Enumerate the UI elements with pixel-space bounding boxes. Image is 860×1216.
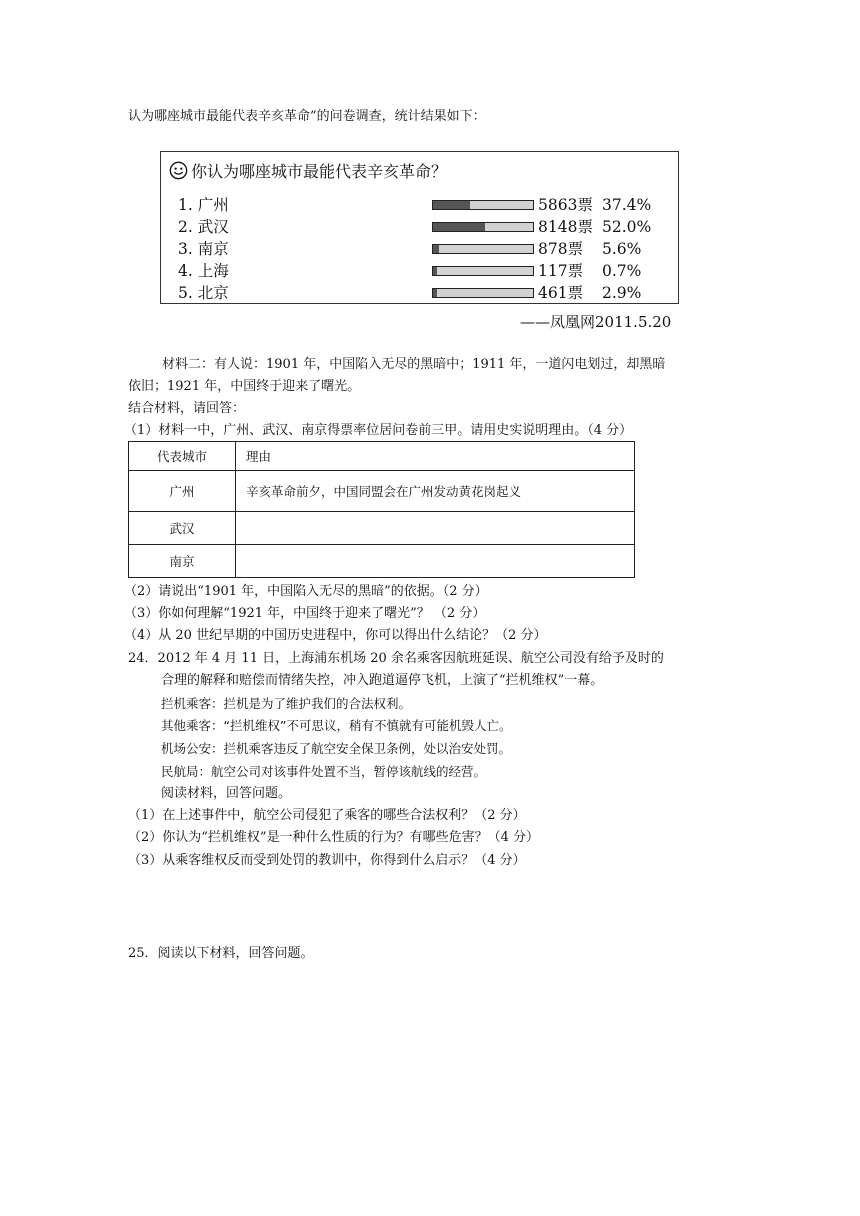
poll-votes: 461票 — [538, 284, 584, 302]
poll-bar — [432, 288, 534, 298]
item24-question-2: （2）你认为“拦机维权”是一种什么性质的行为？有哪些危害？（4 分） — [128, 830, 539, 845]
poll-row — [161, 238, 678, 260]
item24-question-3: （3）从乘客维权反而受到处罚的教训中，你得到什么启示？（4 分） — [128, 853, 526, 868]
poll-city: 2. 武汉 — [178, 218, 229, 236]
poll-row — [161, 282, 678, 304]
table-row — [129, 512, 635, 545]
poll-bar — [432, 200, 534, 210]
city-cell: 南京 — [129, 545, 236, 578]
item24-view: 拦机乘客：拦机是为了维护我们的合法权利。 — [161, 696, 412, 711]
poll-bar-fill — [433, 201, 470, 209]
item24-read: 阅读材料，回答问题。 — [161, 786, 292, 801]
poll-bar — [432, 244, 534, 254]
poll-bar — [432, 266, 534, 276]
poll-bar-fill — [433, 245, 439, 253]
city-cell: 武汉 — [129, 512, 236, 545]
poll-bar-fill — [433, 267, 437, 275]
question-4: （4）从 20 世纪早期的中国历史进程中，你可以得出什么结论？（2 分） — [124, 628, 547, 643]
question-1: （1）材料一中，广州、武汉、南京得票率位居问卷前三甲。请用史实说明理由。（4 分） — [124, 423, 633, 438]
poll-row — [161, 194, 678, 216]
item24-view: 机场公安：拦机乘客违反了航空安全保卫条例，处以治安处罚。 — [161, 741, 512, 756]
question-3: （3）你如何理解“1921 年，中国终于迎来了曙光”？ （2 分） — [124, 606, 486, 621]
item24-question-1: （1）在上述事件中，航空公司侵犯了乘客的哪些合法权利？（2 分） — [128, 808, 526, 823]
header-reason: 理由 — [236, 442, 635, 471]
item24-line2: 合理的解释和赔偿而情绪失控，冲入跑道逼停飞机，上演了“拦机维权”一幕。 — [161, 673, 604, 688]
poll-votes: 878票 — [538, 240, 584, 258]
table-header-row — [129, 442, 635, 471]
smiley-icon — [169, 161, 188, 180]
material2-line2: 依旧；1921 年，中国终于迎来了曙光。 — [128, 379, 361, 394]
poll-votes: 8148票 — [538, 218, 593, 236]
poll-source: ——凤凰网2011.5.20 — [520, 313, 672, 331]
reason-cell: 辛亥革命前夕，中国同盟会在广州发动黄花岗起义 — [236, 471, 635, 512]
question-2: （2）请说出“1901 年，中国陷入无尽的黑暗”的依据。（2 分） — [124, 584, 488, 599]
poll-question: 你认为哪座城市最能代表辛亥革命？ — [191, 162, 448, 181]
table-row — [129, 471, 635, 512]
instruction: 结合材料，请回答： — [128, 401, 246, 416]
item24-view: 民航局：航空公司对该事件处置不当，暂停该航线的经营。 — [161, 764, 487, 779]
poll-city: 4. 上海 — [178, 262, 229, 280]
city-cell: 广州 — [129, 471, 236, 512]
reason-cell[interactable] — [236, 512, 635, 545]
poll-percent: 52.0% — [602, 218, 652, 236]
reason-cell[interactable] — [236, 545, 635, 578]
poll-bar-fill — [433, 223, 485, 231]
table-row — [129, 545, 635, 578]
poll-city: 1. 广州 — [178, 196, 229, 214]
poll-city: 3. 南京 — [178, 240, 229, 258]
poll-percent: 37.4% — [602, 196, 652, 214]
header-city: 代表城市 — [129, 442, 236, 471]
item24-view: 其他乘客：“拦机维权”不可思议，稍有不慎就有可能机毁人亡。 — [161, 718, 512, 733]
poll-votes: 117票 — [538, 262, 584, 280]
poll-percent: 0.7% — [602, 262, 642, 280]
material2-line1: 材料二：有人说：1901 年，中国陷入无尽的黑暗中；1911 年，一道闪电划过，却黑暗 — [162, 357, 666, 372]
poll-city: 5. 北京 — [178, 284, 229, 302]
poll-row — [161, 260, 678, 282]
city-reason-table — [128, 441, 635, 578]
item25-line: 25．阅读以下材料，回答问题。 — [128, 946, 314, 961]
poll-bar — [432, 222, 534, 232]
poll-votes: 5863票 — [538, 196, 593, 214]
item24-line1: 24．2012 年 4 月 11 日，上海浦东机场 20 余名乘客因航班延误、航空公司没有给予及时的 — [128, 651, 664, 666]
poll-row — [161, 216, 678, 238]
poll-percent: 2.9% — [602, 284, 642, 302]
intro-line: 认为哪座城市最能代表辛亥革命”的问卷调查，统计结果如下： — [128, 109, 486, 124]
poll-bar-fill — [433, 289, 437, 297]
poll-box — [160, 151, 679, 304]
poll-percent: 5.6% — [602, 240, 642, 258]
